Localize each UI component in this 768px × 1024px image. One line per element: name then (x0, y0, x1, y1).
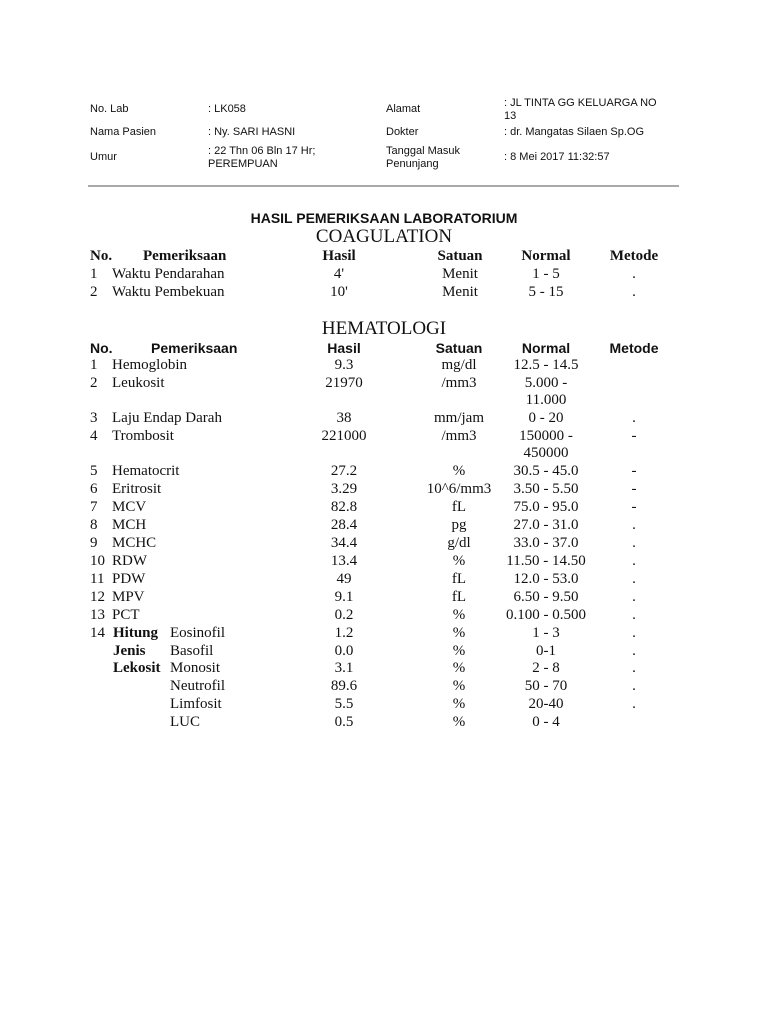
row-test: MCV (112, 499, 147, 515)
row-test: Hemoglobin (112, 357, 187, 373)
row-method: . (632, 517, 636, 533)
row-result: 3.29 (330, 481, 358, 497)
diff-group-label-1: Hitung (113, 625, 159, 641)
row-test: Laju Endap Darah (112, 410, 222, 426)
table-row (0, 695, 768, 713)
row-test: Basofil (170, 643, 214, 659)
row-normal: 5.000 - (524, 375, 568, 391)
hematologi-title: HEMATOLOGI (321, 318, 447, 339)
col-test-header: Pemeriksaan (143, 248, 227, 264)
no-lab-value: : LK058 (208, 103, 246, 115)
tanggal-label-line2: Penunjang (386, 158, 439, 170)
row-normal: 0-1 (536, 643, 556, 659)
table-row (0, 265, 768, 283)
row-test: MCHC (112, 535, 157, 551)
row-method: . (632, 535, 636, 551)
row-method: . (632, 284, 636, 300)
row-normal: 3.50 - 5.50 (513, 481, 579, 497)
row-normal-line2: 450000 (523, 445, 569, 461)
umur-label: Umur (90, 151, 117, 163)
row-method: . (632, 643, 636, 659)
row-unit: fL (451, 589, 467, 605)
table-row (0, 427, 768, 445)
row-unit: mg/dl (441, 357, 477, 373)
row-normal: 30.5 - 45.0 (513, 463, 579, 479)
col-normal-header: Normal (521, 340, 571, 356)
row-result: 4' (333, 266, 345, 282)
row-no: 6 (90, 481, 98, 497)
diff-group-label-2: Jenis (113, 643, 146, 659)
table-row-continuation (0, 391, 768, 409)
table-row (0, 534, 768, 552)
row-result: 21970 (325, 375, 363, 391)
row-normal-line2: 11.000 (525, 392, 567, 408)
table-row (0, 677, 768, 695)
row-no: 2 (90, 375, 98, 391)
row-normal: 6.50 - 9.50 (513, 589, 579, 605)
row-method: . (632, 571, 636, 587)
table-row-continuation (0, 444, 768, 462)
row-result: 3.1 (334, 660, 354, 676)
row-result: 82.8 (330, 499, 358, 515)
col-no-header: No. (90, 340, 113, 356)
row-result: 5.5 (334, 696, 354, 712)
row-method: . (632, 410, 636, 426)
row-unit: /mm3 (441, 375, 477, 391)
row-method: . (632, 678, 636, 694)
row-unit: % (452, 553, 466, 569)
row-normal: 75.0 - 95.0 (513, 499, 579, 515)
row-result: 221000 (321, 428, 367, 444)
row-test: RDW (112, 553, 147, 569)
row-result: 13.4 (330, 553, 358, 569)
row-test: Hematocrit (112, 463, 180, 479)
table-row (0, 283, 768, 301)
row-unit: pg (451, 517, 467, 533)
col-no-header: No. (90, 248, 113, 264)
row-unit: Menit (442, 284, 478, 300)
row-result: 0.0 (334, 643, 354, 659)
row-method: - (631, 499, 637, 515)
row-no: 13 (90, 607, 105, 623)
row-normal: 2 - 8 (532, 660, 560, 676)
dokter-value: : dr. Mangatas Silaen Sp.OG (504, 126, 645, 138)
row-normal: 1 - 3 (532, 625, 560, 641)
row-unit: % (452, 643, 466, 659)
row-method: . (632, 607, 636, 623)
umur-value-line2: PEREMPUAN (208, 158, 278, 170)
nama-pasien-value: : Ny. SARI HASNI (208, 126, 296, 138)
row-method: . (632, 553, 636, 569)
row-no: 14 (90, 625, 105, 641)
diff-group-label-3: Lekosit (113, 660, 161, 676)
row-unit: fL (451, 571, 467, 587)
row-unit: % (452, 625, 466, 641)
row-result: 0.2 (334, 607, 354, 623)
col-result-header: Hasil (322, 248, 356, 264)
col-method-header: Metode (609, 340, 659, 356)
row-unit: g/dl (447, 535, 471, 551)
alamat-label: Alamat (386, 103, 421, 115)
row-result: 38 (336, 410, 352, 426)
alamat-value-line1: : JL TINTA GG KELUARGA NO (504, 97, 657, 109)
row-normal: 12.0 - 53.0 (513, 571, 579, 587)
row-normal: 20-40 (528, 696, 564, 712)
col-method-header: Metode (609, 248, 659, 264)
table-row (0, 516, 768, 534)
row-unit: fL (451, 499, 467, 515)
row-normal: 150000 - (519, 428, 573, 444)
col-unit-header: Satuan (435, 340, 483, 356)
row-no: 1 (90, 357, 98, 373)
row-unit: % (452, 607, 466, 623)
row-test: Leukosit (112, 375, 165, 391)
tanggal-value: : 8 Mei 2017 11:32:57 (504, 151, 610, 163)
row-test: MCH (112, 517, 147, 533)
row-unit: % (452, 696, 466, 712)
tanggal-label-line1: Tanggal Masuk (386, 145, 460, 157)
row-unit: % (452, 714, 466, 730)
hematologi-header-row (0, 339, 768, 357)
row-no: 1 (90, 266, 98, 282)
row-normal: 1 - 5 (532, 266, 560, 282)
row-no: 5 (90, 463, 98, 479)
row-normal: 12.5 - 14.5 (513, 357, 579, 373)
alamat-value-line2: 13 (504, 110, 517, 122)
row-no: 9 (90, 535, 98, 551)
row-result: 9.1 (334, 589, 354, 605)
nama-pasien-label: Nama Pasien (90, 126, 157, 138)
row-method: . (632, 696, 636, 712)
row-normal: 50 - 70 (524, 678, 568, 694)
row-normal: 33.0 - 37.0 (513, 535, 579, 551)
table-row (0, 498, 768, 516)
row-result: 49 (336, 571, 352, 587)
row-result: 0.5 (334, 714, 354, 730)
table-row (0, 606, 768, 624)
col-result-header: Hasil (327, 340, 361, 356)
row-test: Trombosit (112, 428, 174, 444)
row-normal: 11.50 - 14.50 (506, 553, 586, 569)
row-method: - (631, 481, 637, 497)
table-row (0, 374, 768, 392)
row-unit: mm/jam (434, 410, 484, 426)
row-test: Neutrofil (170, 678, 225, 694)
row-result: 28.4 (330, 517, 358, 533)
row-unit: Menit (442, 266, 478, 282)
report-title: HASIL PEMERIKSAAN LABORATORIUM (250, 210, 518, 226)
row-test: Waktu Pembekuan (112, 284, 225, 300)
row-method: - (631, 463, 637, 479)
table-row (0, 642, 768, 660)
row-method: . (632, 660, 636, 676)
table-row (0, 570, 768, 588)
row-test: Limfosit (170, 696, 222, 712)
table-row (0, 588, 768, 606)
table-row (0, 624, 768, 642)
row-result: 1.2 (334, 625, 354, 641)
col-normal-header: Normal (521, 248, 571, 264)
row-test: Eosinofil (170, 625, 225, 641)
col-test-header: Pemeriksaan (151, 340, 238, 356)
row-test: PDW (112, 571, 146, 587)
row-unit: % (452, 660, 466, 676)
row-test: Eritrosit (112, 481, 162, 497)
row-unit: /mm3 (441, 428, 477, 444)
row-no: 4 (90, 428, 98, 444)
row-no: 2 (90, 284, 98, 300)
row-no: 3 (90, 410, 98, 426)
row-no: 7 (90, 499, 98, 515)
row-unit: 10^6/mm3 (426, 481, 492, 497)
table-row (0, 409, 768, 427)
row-test: MPV (112, 589, 145, 605)
row-no: 10 (90, 553, 105, 569)
table-row (0, 659, 768, 677)
row-method: - (631, 428, 637, 444)
coagulation-header-row (0, 247, 768, 265)
row-normal: 27.0 - 31.0 (513, 517, 579, 533)
row-method: . (632, 266, 636, 282)
col-unit-header: Satuan (437, 248, 483, 264)
table-row (0, 356, 768, 374)
row-unit: % (452, 678, 466, 694)
row-normal: 0 - 4 (532, 714, 560, 730)
row-test: PCT (112, 607, 140, 623)
table-row (0, 480, 768, 498)
table-row (0, 713, 768, 731)
row-result: 10' (330, 284, 348, 300)
row-unit: % (452, 463, 466, 479)
no-lab-label: No. Lab (90, 103, 129, 115)
row-no: 12 (90, 589, 105, 605)
row-result: 9.3 (334, 357, 354, 373)
row-result: 34.4 (330, 535, 358, 551)
row-normal: 0.100 - 0.500 (506, 607, 586, 623)
row-normal: 5 - 15 (528, 284, 564, 300)
row-no: 11 (90, 571, 105, 587)
row-test: Waktu Pendarahan (112, 266, 225, 282)
row-method: . (632, 589, 636, 605)
row-result: 89.6 (330, 678, 358, 694)
row-test: LUC (170, 714, 200, 730)
row-result: 27.2 (330, 463, 358, 479)
table-row (0, 552, 768, 570)
dokter-label: Dokter (386, 126, 419, 138)
row-no: 8 (90, 517, 98, 533)
row-method: . (632, 625, 636, 641)
header-divider (88, 185, 679, 187)
umur-value-line1: : 22 Thn 06 Bln 17 Hr; (208, 145, 316, 157)
coagulation-title: COAGULATION (315, 226, 453, 247)
table-row (0, 462, 768, 480)
row-normal: 0 - 20 (528, 410, 564, 426)
row-test: Monosit (170, 660, 221, 676)
